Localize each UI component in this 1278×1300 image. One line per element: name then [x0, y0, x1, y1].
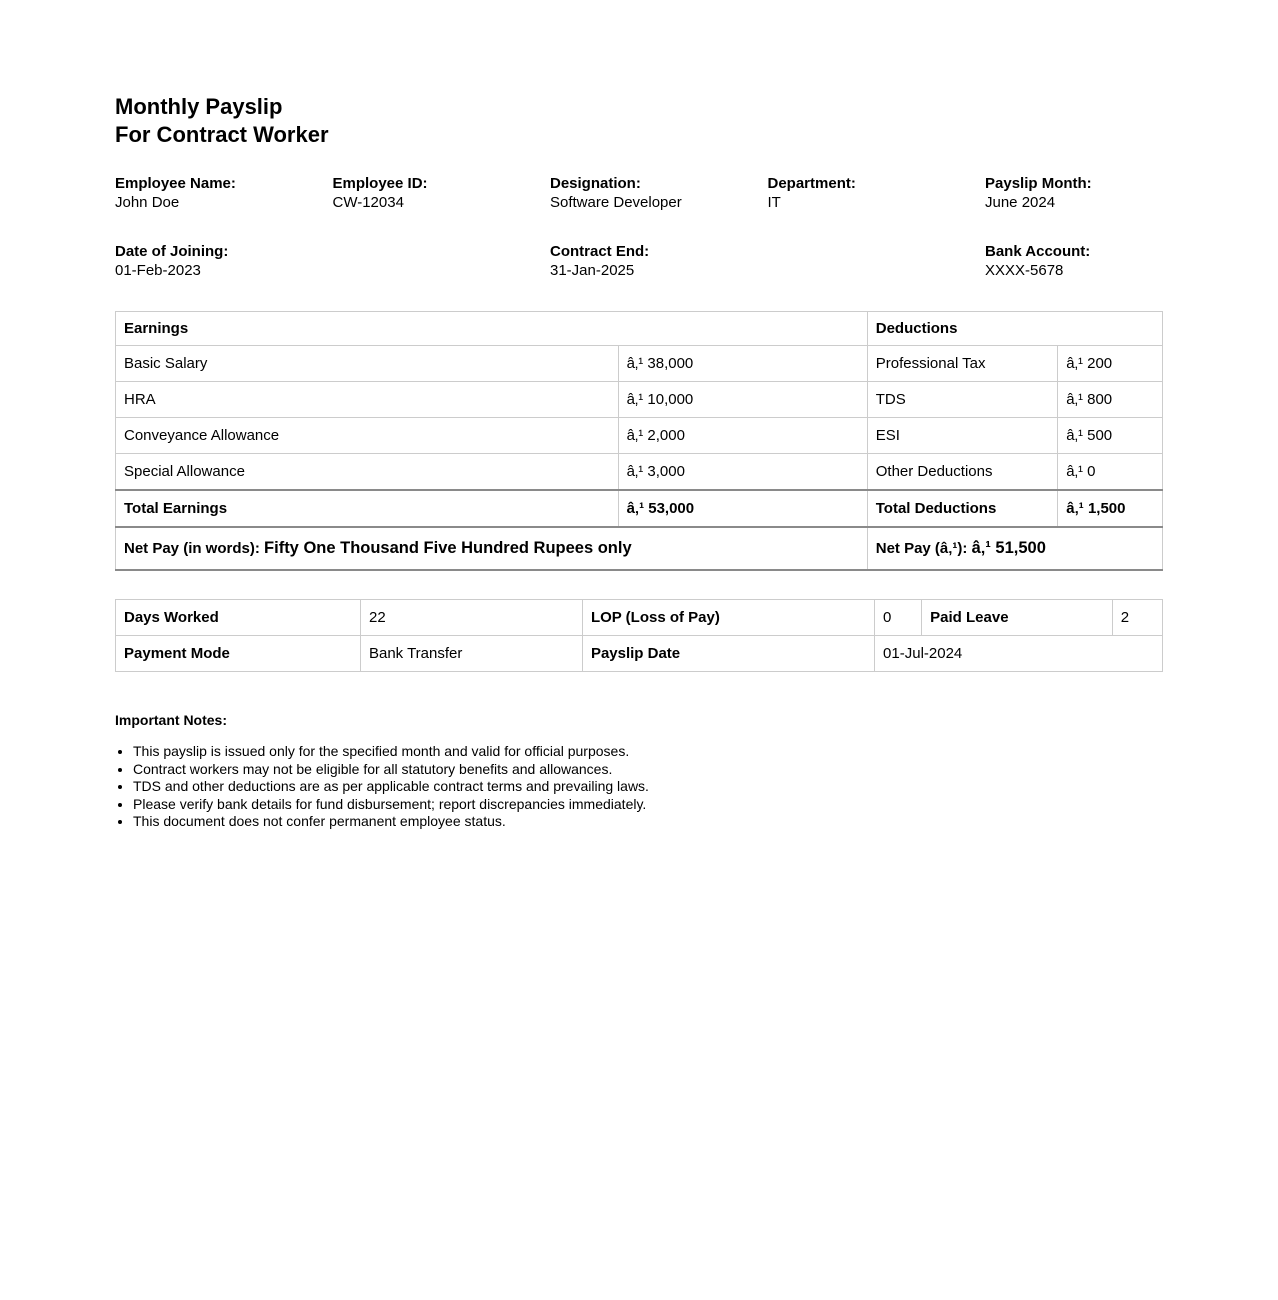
earning-amount: â‚¹ 10,000 — [618, 382, 867, 418]
important-notes-heading: Important Notes: — [115, 712, 227, 728]
deduction-label: ESI — [867, 418, 1058, 454]
list-item: • Please verify bank details for fund disbursement; report discrepancies immediately. — [133, 796, 1163, 814]
contract-end-value: 31-Jan-2025 — [550, 262, 635, 279]
list-item: • TDS and other deductions are as per applicable contract terms and prevailing laws. — [133, 778, 1163, 796]
salary-header-row — [116, 312, 1163, 346]
earning-label: Special Allowance — [116, 454, 619, 491]
deduction-amount: â‚¹ 0 — [1058, 454, 1163, 491]
salary-table — [115, 311, 1163, 571]
paid-leave-value: 2 — [1112, 600, 1162, 636]
employee-name-value: John Doe — [115, 194, 180, 211]
designation-label: Designation: — [550, 175, 641, 192]
payslip-date-label: Payslip Date — [582, 636, 874, 672]
list-item: • Contract workers may not be eligible for all statutory benefits and allowances. — [133, 761, 1163, 779]
payslip-date-value: 01-Jul-2024 — [875, 636, 1163, 672]
info-designation — [550, 174, 768, 212]
net-pay-amount-label: Net Pay (â‚¹): — [875, 540, 968, 557]
deduction-amount: â‚¹ 500 — [1058, 418, 1163, 454]
deduction-label: Other Deductions — [867, 454, 1058, 491]
bank-account-label: Bank Account: — [985, 243, 1091, 260]
earnings-header: Earnings — [116, 312, 868, 346]
days-worked-label: Days Worked — [116, 600, 361, 636]
date-of-joining-value: 01-Feb-2023 — [115, 262, 201, 279]
page-title-line2: For Contract Worker — [115, 122, 329, 147]
attendance-table — [115, 599, 1163, 672]
deduction-amount: â‚¹ 200 — [1058, 346, 1163, 382]
net-pay-words-label: Net Pay (in words): — [124, 540, 260, 557]
attendance-row-2 — [116, 636, 1163, 672]
employee-info-grid — [115, 174, 1163, 280]
date-of-joining-label: Date of Joining: — [115, 243, 229, 260]
paid-leave-label: Paid Leave — [922, 600, 1113, 636]
info-bank-account — [985, 242, 1163, 280]
list-item: • This payslip is issued only for the specified month and valid for official purposes. — [133, 743, 1163, 761]
page-title — [115, 93, 1163, 149]
table-row — [116, 382, 1163, 418]
earning-amount: â‚¹ 2,000 — [618, 418, 867, 454]
page-title-line1: Monthly Payslip — [115, 94, 283, 119]
payment-mode-label: Payment Mode — [116, 636, 361, 672]
earning-label: Basic Salary — [116, 346, 619, 382]
info-employee-id — [333, 174, 551, 212]
net-pay-words-cell — [116, 527, 868, 570]
employee-name-label: Employee Name: — [115, 175, 236, 192]
earning-label: Conveyance Allowance — [116, 418, 619, 454]
days-worked-value: 22 — [360, 600, 582, 636]
info-date-of-joining — [115, 242, 333, 280]
attendance-row-1 — [116, 600, 1163, 636]
lop-value: 0 — [875, 600, 922, 636]
deductions-header: Deductions — [867, 312, 1162, 346]
totals-row — [116, 490, 1163, 527]
deduction-amount: â‚¹ 800 — [1058, 382, 1163, 418]
employee-id-label: Employee ID: — [332, 175, 428, 192]
table-row — [116, 418, 1163, 454]
bank-account-value: XXXX-5678 — [985, 262, 1064, 279]
net-pay-words-value: Fifty One Thousand Five Hundred Rupees only — [264, 539, 632, 557]
total-deductions-label: Total Deductions — [867, 490, 1058, 527]
total-earnings-amount: â‚¹ 53,000 — [618, 490, 867, 527]
earning-label: HRA — [116, 382, 619, 418]
total-deductions-amount: â‚¹ 1,500 — [1058, 490, 1163, 527]
department-label: Department: — [767, 175, 856, 192]
table-row — [116, 454, 1163, 491]
employee-id-value: CW-12034 — [332, 194, 404, 211]
lop-label: LOP (Loss of Pay) — [582, 600, 874, 636]
important-notes-list — [115, 743, 1163, 831]
net-pay-amount-value: â‚¹ 51,500 — [971, 539, 1046, 557]
net-pay-amount-cell — [867, 527, 1162, 570]
info-payslip-month — [985, 174, 1163, 212]
earning-amount: â‚¹ 3,000 — [618, 454, 867, 491]
earning-amount: â‚¹ 38,000 — [618, 346, 867, 382]
payslip-month-label: Payslip Month: — [985, 175, 1092, 192]
net-pay-row — [116, 527, 1163, 570]
designation-value: Software Developer — [550, 194, 682, 211]
info-contract-end — [550, 242, 768, 280]
contract-end-label: Contract End: — [550, 243, 650, 260]
table-row — [116, 346, 1163, 382]
info-employee-name — [115, 174, 333, 212]
info-department — [768, 174, 986, 212]
list-item: • This document does not confer permanent employee status. — [133, 813, 1163, 831]
payment-mode-value: Bank Transfer — [360, 636, 582, 672]
payslip-month-value: June 2024 — [985, 194, 1056, 211]
deduction-label: TDS — [867, 382, 1058, 418]
department-value: IT — [767, 194, 781, 211]
total-earnings-label: Total Earnings — [116, 490, 619, 527]
deduction-label: Professional Tax — [867, 346, 1058, 382]
